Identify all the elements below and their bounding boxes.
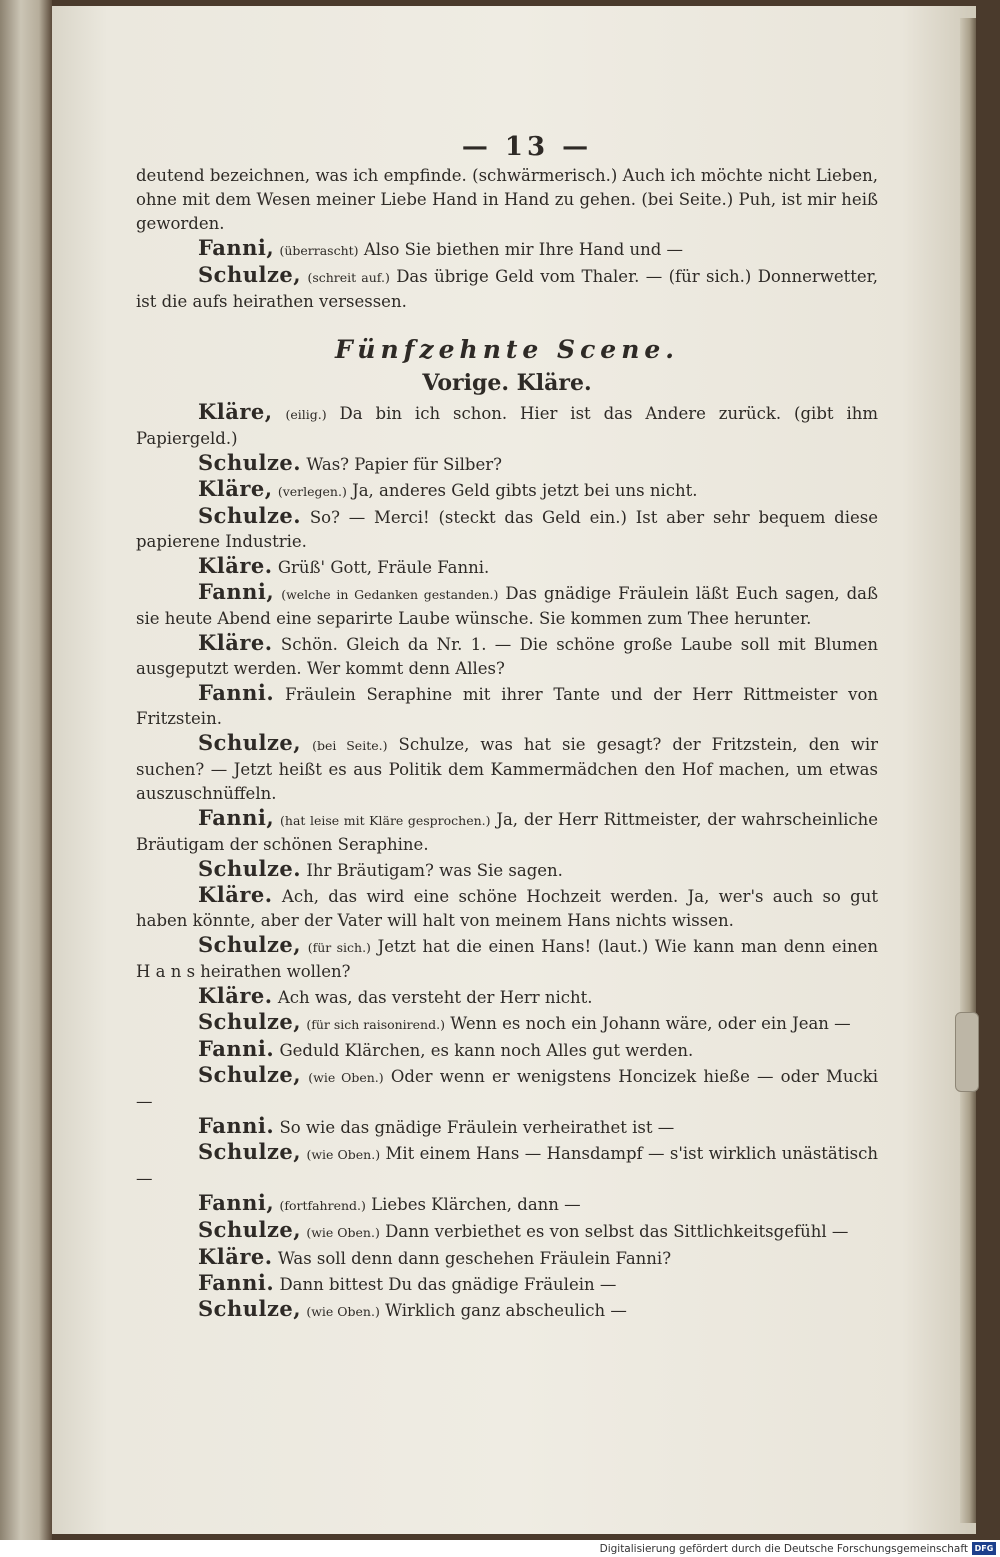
speaker-name: Kläre.: [198, 882, 273, 907]
speech-text: deutend bezeichnen, was ich empfinde. (schwärmerisch.) Auch ich möchte nicht Lieben, ohne mit dem Wesen meiner Liebe Hand in Hand zu gehen. (bei Seite.) Puh, ist mir heiß geworden.: [136, 166, 878, 233]
speech-text: Mit einem Hans — Hansdampf — s'ist wirklich unästätisch —: [136, 1144, 878, 1188]
dialogue-line: [136, 1114, 878, 1140]
speaker-name: Fanni.: [198, 1036, 275, 1061]
dialogue-line: [136, 631, 878, 681]
dialogue-line: [136, 806, 878, 857]
speaker-name: Schulze,: [198, 1009, 302, 1034]
dialogue-list: [136, 400, 878, 1324]
speaker-name: Kläre.: [198, 553, 273, 578]
speech-text: Ihr Bräutigam? was Sie sagen.: [306, 861, 563, 880]
speech-text: Das übrige Geld vom Thaler. — (für sich.) Donnerwetter, ist die aufs heirathen versessen.: [136, 267, 879, 311]
dialogue-line: [136, 554, 878, 580]
speaker-name: Fanni,: [198, 805, 275, 830]
speaker-name: Fanni.: [198, 1113, 275, 1138]
dialogue-line: [136, 1140, 878, 1191]
speech-text: Das gnädige Fräulein läßt Euch sagen, daß sie heute Abend eine separirte Laube wünsche. Sie kommen zum Thee herunter.: [136, 584, 879, 628]
stage-direction: (fortfahrend.): [279, 1198, 366, 1213]
page-tab-marker: [955, 1012, 979, 1092]
dialogue-line: [136, 1271, 878, 1297]
speaker-name: Fanni.: [198, 680, 275, 705]
page-number: — 13 —: [461, 132, 593, 162]
page-stack-edge: [960, 18, 976, 1523]
stage-direction: (welche in Gedanken gestanden.): [281, 587, 499, 602]
speaker-name: Schulze,: [198, 1062, 302, 1087]
scene-title: Fünfzehnte Scene.: [335, 335, 679, 364]
speaker-name: Schulze,: [198, 262, 302, 287]
speech-text: Da bin ich schon. Hier ist das Andere zurück. (gibt ihm Papiergeld.): [136, 404, 878, 448]
dialogue-line: [136, 451, 878, 477]
stage-direction: (hat leise mit Kläre gesprochen.): [280, 813, 491, 828]
stage-direction: (für sich.): [307, 940, 371, 955]
speaker-name: Fanni.: [198, 1270, 275, 1295]
speaker-name: Kläre.: [198, 630, 273, 655]
stage-direction: (wie Oben.): [306, 1147, 381, 1162]
stage-direction: (wie Oben.): [306, 1304, 380, 1319]
speaker-name: Kläre.: [198, 983, 273, 1008]
dialogue-line: [136, 1218, 878, 1245]
speech-text: Oder wenn er wenigstens Honcizek hieße — oder Mucki —: [136, 1067, 879, 1111]
dialogue-line: [136, 580, 878, 631]
stage-direction: (wie Oben.): [306, 1225, 380, 1240]
dialogue-line: [136, 681, 878, 731]
dialogue-line: [136, 883, 878, 933]
dialogue-line: [136, 1191, 878, 1218]
speech-text: Grüß' Gott, Fräule Fanni.: [277, 558, 490, 577]
speaker-name: Schulze.: [198, 450, 302, 475]
speech-text: Wenn es noch ein Johann wäre, oder ein Jean —: [450, 1014, 851, 1033]
dialogue-line: [136, 1010, 878, 1037]
facing-page-edge: [0, 0, 52, 1540]
speech-text: Ach, das wird eine schöne Hochzeit werden. Ja, wer's auch so gut haben könnte, aber der Vater will halt von meinem Hans nichts wissen.: [136, 887, 879, 930]
speech-text: Dann verbiethet es von selbst das Sittlichkeitsgefühl —: [385, 1222, 849, 1241]
stage-direction: (verlegen.): [277, 484, 347, 499]
dialogue-line: [136, 1297, 878, 1324]
speech-text: Dann bittest Du das gnädige Fräulein —: [279, 1275, 617, 1294]
speaker-name: Fanni,: [198, 1190, 275, 1215]
speech-text: Was soll denn dann geschehen Fräulein Fanni?: [277, 1249, 672, 1268]
speaker-name: Schulze,: [198, 730, 302, 755]
stage-direction: (wie Oben.): [308, 1070, 384, 1085]
speaker-name: Kläre.: [198, 1244, 273, 1269]
speaker-name: Fanni,: [198, 579, 275, 604]
speaker-name: Schulze,: [198, 1296, 302, 1321]
dialogue-line: [136, 1037, 878, 1063]
dialogue-line: [136, 400, 878, 451]
dialogue-line: [136, 857, 878, 883]
speech-text: So wie das gnädige Fräulein verheirathet ist —: [279, 1118, 675, 1137]
speech-text: Schön. Gleich da Nr. 1. — Die schöne große Laube soll mit Blumen ausgeputzt werden. Wer kommt denn Alles?: [136, 635, 878, 678]
stage-direction: (überrascht): [279, 243, 359, 258]
stage-direction: (schreit auf.): [307, 270, 390, 285]
speech-text: Liebes Klärchen, dann —: [371, 1195, 581, 1214]
footer: [600, 1540, 996, 1557]
speaker-name: Schulze.: [198, 856, 302, 881]
stage-direction: (eilig.): [285, 407, 327, 422]
scene-subtitle: Vorige. Kläre.: [422, 370, 592, 396]
speaker-name: Schulze,: [198, 1217, 302, 1242]
dialogue-line: [136, 477, 878, 504]
speech-text: Also Sie biethen mir Ihre Hand und —: [363, 240, 684, 259]
speech-text: Fräulein Seraphine mit ihrer Tante und der Herr Rittmeister von Fritzstein.: [136, 685, 879, 728]
speech-text: Was? Papier für Silber?: [306, 455, 502, 474]
page-text: [136, 130, 878, 1324]
speech-text: So? — Merci! (steckt das Geld ein.) Ist aber sehr bequem diese papierene Industrie.: [136, 508, 878, 551]
speaker-name: Schulze.: [198, 503, 302, 528]
speech-text: Ach was, das versteht der Herr nicht.: [277, 988, 593, 1007]
dialogue-line: [136, 263, 878, 314]
dialogue-line: [136, 1063, 878, 1114]
speaker-name: Fanni,: [198, 235, 275, 260]
continued-speech: [136, 164, 878, 236]
speech-text: Schulze, was hat sie gesagt? der Fritzstein, den wir suchen? — Jetzt heißt es aus Politik dem Kammermädchen den Hof machen, um etwas auszuschnüffeln.: [136, 735, 879, 803]
speaker-name: Kläre,: [198, 476, 273, 501]
speech-text: Geduld Klärchen, es kann noch Alles gut werden.: [279, 1041, 694, 1060]
dialogue-line: [136, 731, 878, 806]
dialogue-line: [136, 933, 878, 984]
dfg-logo: DFG: [972, 1542, 996, 1555]
stage-direction: (für sich raisonirend.): [306, 1017, 445, 1032]
speech-text: Ja, anderes Geld gibts jetzt bei uns nicht.: [352, 481, 698, 500]
speech-text: Ja, der Herr Rittmeister, der wahrscheinliche Bräutigam der schönen Seraphine.: [136, 810, 879, 854]
stage-direction: (bei Seite.): [312, 738, 388, 753]
speech-text: Wirklich ganz abscheulich —: [385, 1301, 627, 1320]
speaker-name: Schulze,: [198, 1139, 302, 1164]
speaker-name: Schulze,: [198, 932, 302, 957]
dialogue-line: [136, 504, 878, 554]
dialogue-line: [136, 236, 878, 263]
speech-text: Jetzt hat die einen Hans! (laut.) Wie kann man denn einen H a n s heirathen wollen?: [136, 937, 878, 981]
speaker-name: Kläre,: [198, 399, 273, 424]
footer-credit: Digitalisierung gefördert durch die Deutsche Forschungsgemeinschaft: [599, 1542, 968, 1555]
dialogue-line: [136, 984, 878, 1010]
dialogue-line: [136, 1245, 878, 1271]
